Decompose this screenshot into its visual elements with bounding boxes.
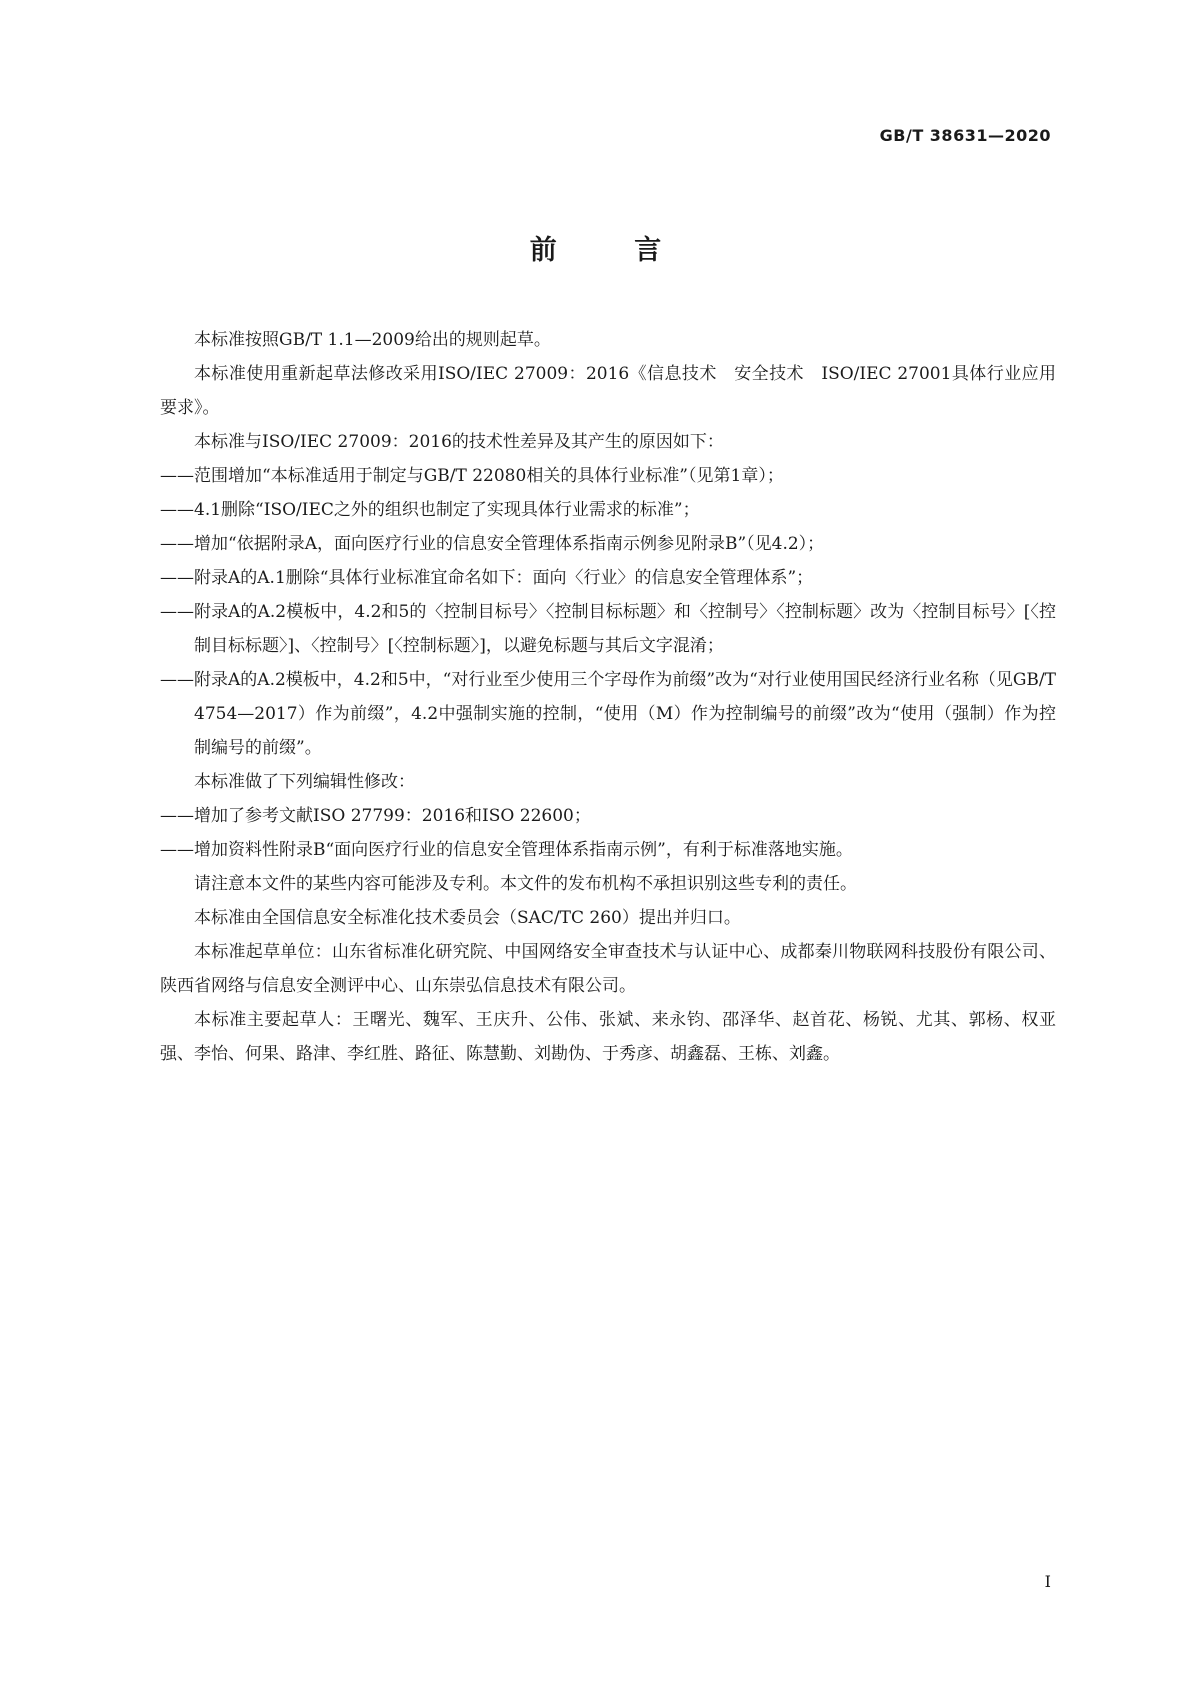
paragraph-differences-intro: 本标准与ISO/IEC 27009：2016的技术性差异及其产生的原因如下：	[194, 432, 724, 452]
page-title: 前 言	[529, 235, 696, 266]
paragraph-drafting-rules: 本标准按照GB/T 1.1—2009给出的规则起草。	[194, 330, 551, 350]
page-number: I	[1044, 1572, 1051, 1591]
paragraph-adoption: 本标准使用重新起草法修改采用ISO/IEC 27009：2016《信息技术 安全技术 ISO/IEC 27001具体行业应用 要求》。	[160, 364, 1073, 418]
difference-item: ——范围增加“本标准适用于制定与GB/T 22080相关的具体行业标准”（见第1章）；	[160, 466, 784, 486]
difference-item: ——附录A的A.2模板中，4.2和5中，“对行业至少使用三个字母作为前缀”改为“对行业使用国民经济行业名称（见GB/T 4754—2017）作为前缀”，4.2中强制实施的控制，“使用（M）作为控制编号的前缀”改为“使用（强制）作为控制编号的前缀”。	[160, 670, 1056, 758]
paragraph-drafters: 本标准主要起草人：王曙光、魏军、王庆升、公伟、张斌、来永钧、邵泽华、赵首花、杨锐、尤其、郭杨、权亚强、李怡、何果、路津、李红胜、路征、陈慧勤、刘勘伪、于秀彦、胡鑫磊、王栋、刘鑫。	[160, 1010, 1056, 1064]
difference-item: ——附录A的A.2模板中，4.2和5的〈控制目标号〉〈控制目标标题〉和〈控制号〉〈控制标题〉改为〈控制目标号〉[〈控制目标标题〉]、〈控制号〉[〈控制标题〉]，以避免标题与其后文字混淆；	[160, 602, 1056, 656]
editorial-item: ——增加资料性附录B“面向医疗行业的信息安全管理体系指南示例”，有利于标准落地实施。	[160, 840, 853, 860]
paragraph-editorial-intro: 本标准做了下列编辑性修改：	[194, 772, 415, 792]
document-id-header: GB/T 38631—2020	[879, 126, 1051, 145]
paragraph-patent-notice: 请注意本文件的某些内容可能涉及专利。本文件的发布机构不承担识别这些专利的责任。	[194, 874, 857, 894]
difference-item: ——增加“依据附录A，面向医疗行业的信息安全管理体系指南示例参见附录B”（见4.2）；	[160, 534, 825, 554]
paragraph-drafting-units: 本标准起草单位：山东省标准化研究院、中国网络安全审查技术与认证中心、成都秦川物联网科技股份有限公司、陕西省网络与信息安全测评中心、山东崇弘信息技术有限公司。	[160, 942, 1056, 996]
foreword-body	[160, 323, 1073, 1071]
editorial-item: ——增加了参考文献ISO 27799：2016和ISO 22600；	[160, 806, 591, 826]
difference-item: ——4.1删除“ISO/IEC之外的组织也制定了实现具体行业需求的标准”；	[160, 500, 700, 520]
paragraph-proposer: 本标准由全国信息安全标准化技术委员会（SAC/TC 260）提出并归口。	[194, 908, 741, 928]
difference-item: ——附录A的A.1删除“具体行业标准宜命名如下：面向〈行业〉的信息安全管理体系”；	[160, 568, 814, 588]
